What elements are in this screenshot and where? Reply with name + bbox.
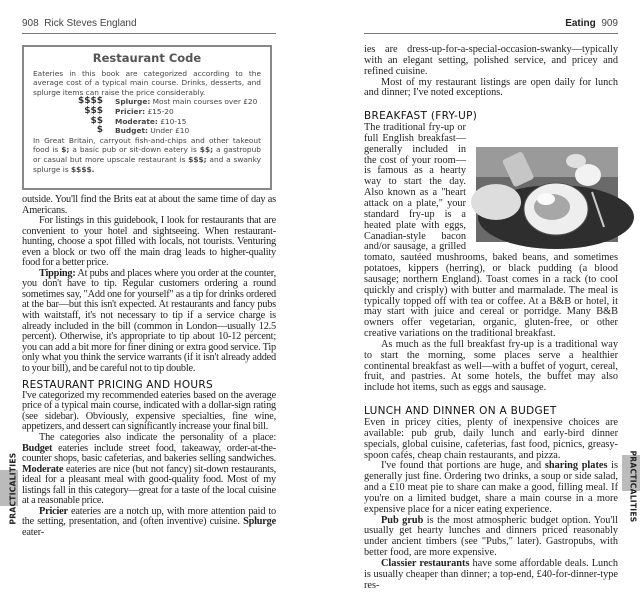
sidebar-title: Restaurant Code	[92, 51, 202, 65]
paragraph: As much as the full breakfast fry-up is a traditional way to start the morning, some places serve a healthier continental breakfast as well—with a buffet of yogurt, cereal, fruit, and pastries. At some hotels, the buffet may also include hot items, such as eggs and sausage.	[364, 338, 618, 394]
left-body-column	[22, 195, 276, 539]
left-page-number: 908	[22, 18, 39, 29]
splurge-term: Splurge	[243, 516, 276, 528]
right-thumb-tab-label: PRACTICALITIES	[628, 450, 638, 523]
section-heading-breakfast: BREAKFAST (FRY-UP)	[364, 110, 478, 123]
price-label: Moderate:	[115, 116, 158, 126]
price-symbol: $	[96, 125, 103, 136]
paragraph: The traditional fry-up or full English breakfast—generally included in the cost of your room—is famous as a hearty way to start the day. Also known as a "heart attack on a plate," your standard fry-up is a heated plate with eggs, Canadian-style bacon and/or sausage, a grilled tomato, sautéed mushrooms, baked beans, and sometimes potatoes, kippers (herring), or black pudding (a blood sausage; northern England). Toast comes in a rack (to cool quickly and crisply) with butter and marmalade. The meal is typically topped off with tea or coffee. At a B&B or hotel, it may start with juice and cereal or porridge. Many B&B owners offer vegetarian, organic, gluten-free, or other creative variations on the traditional breakfast.	[364, 122, 618, 340]
left-running-head	[22, 18, 137, 29]
price-desc: £15-20	[147, 106, 174, 116]
section-heading-pricing: RESTAURANT PRICING AND HOURS	[22, 379, 213, 392]
paragraph: ies are dress-up-for-a-special-occasion-swanky—typically with an elegant setting, polished service, and pricey and refined cuisine.	[364, 44, 618, 77]
price-code-row	[33, 97, 261, 107]
sidebar-outro: In Great Britain, carryout fish-and-chips and other takeout food is $; a basic pub or sit-down eatery is $$; a gastropub or casual but more upscale restaurant is $$$; and a swanky splurge is $$$$.	[33, 135, 261, 174]
continued-word: eater-	[22, 526, 45, 538]
paragraph: I've categorized my recommended eateries based on the average price of a typical main course, indicated with a dollar-sign rating (see sidebar). Obviously, expensive specialties, fine wine, appetizers, and dessert can significantly increase your final bill.	[22, 389, 276, 433]
price-desc: Under £10	[150, 126, 190, 136]
paragraph: I've found that portions are huge, and sharing plates is generally just fine. Ordering two drinks, a soup or side salad, and a £10 meat pie to share can make a good, filling meal. If you're on a limited budget, share a main course in a more expensive place for a nicer eating experience.	[364, 460, 618, 515]
price-label: Budget:	[115, 126, 148, 136]
right-running-head	[565, 18, 618, 29]
paragraph: The categories also indicate the personality of a place: Budget eateries include street food, takeaway, order-at-the-counter shops, basic cafeterias, and bakeries selling sandwiches. Moderate eateries are nice (but not fancy) sit-down restaurants, ideal for a pleasant meal with good-quality food. Most of my listings fall in this category—great for a taste of the local cuisine at a reasonable price.	[22, 432, 276, 507]
left-running-title: Rick Steves England	[44, 18, 137, 29]
right-body-column	[364, 45, 618, 592]
price-symbol: $$$	[84, 105, 103, 116]
price-symbol: $$	[90, 115, 103, 126]
breakfast-photo	[476, 147, 618, 242]
paragraph: outside. You'll find the Brits eat at about the same time of day as Americans.	[22, 194, 276, 216]
restaurant-code-sidebar	[22, 45, 272, 190]
price-desc: £10-15	[160, 116, 187, 126]
left-thumb-tab-label: PRACTICALITIES	[8, 452, 18, 525]
paragraph: Pricier eateries are a notch up, with more attention paid to the setting, presentation, and (often inventive) cuisine. Splurge eater-	[22, 505, 276, 538]
paragraph: Pub grub is the most atmospheric budget option. You'll usually get hearty lunches and dinners priced reasonably under ancient timbers (see "Pubs," later). Gastropubs, with better food, are more expensive.	[364, 514, 618, 559]
paragraph: Even in pricey cities, plenty of inexpensive choices are available: pub grub, daily lunch and early-bird dinner specials, global cuisine, cafeterias, fast food, picnics, greasy-spoon cafés, cheap chain restaurants, and pizza.	[364, 417, 618, 461]
price-code-row	[33, 107, 261, 117]
paragraph: Most of my restaurant listings are open daily for lunch and dinner; I've noted exceptions.	[364, 76, 618, 99]
left-header-rule	[22, 33, 276, 34]
sidebar-intro: Eateries in this book are categorized according to the average cost of a typical main course. Drinks, desserts, and splurge items can raise the price considerably.	[33, 68, 261, 97]
price-code-row	[33, 117, 261, 127]
tipping-paragraph: Tipping: At pubs and places where you order at the counter, you don't have to tip. Regular customers ordering a round sometimes say, "Add one for yourself" as a tip for drinks ordered at the bar—but this isn't expected. At restaurants and fancy pubs with waitstaff, it's not necessary to tip if a service charge is already included in the bill (common in London—usually 12.5 percent). Otherwise, it's appropriate to tip about 10-12 percent; you can add a bit more for finer dining or extra good service. Tip only what you think the service warrants (if it isn't already added to your bill), and be careful not to tip double.	[22, 267, 276, 374]
section-heading-lunch-dinner: LUNCH AND DINNER ON A BUDGET	[364, 405, 557, 418]
right-running-title: Eating	[565, 18, 596, 29]
price-label: Splurge:	[115, 97, 151, 107]
right-page-number: 909	[601, 18, 618, 29]
price-symbol: $$$$	[77, 96, 103, 107]
price-code-row	[33, 126, 261, 136]
price-label: Pricier:	[115, 106, 146, 116]
right-header-rule	[364, 33, 618, 34]
paragraph: For listings in this guidebook, I look for restaurants that are convenient to your hotel and sightseeing. When restaurant-hunting, choose a spot filled with locals, not tourists. Venturing even a block or two off the main drag leads to higher-quality food for a better price.	[22, 215, 276, 269]
price-desc: Most main courses over £20	[152, 97, 258, 107]
price-code-list	[33, 97, 261, 135]
paragraph: Classier restaurants have some affordable deals. Lunch is usually cheaper than dinner; a top-end, £40-for-dinner-type res-	[364, 557, 618, 591]
